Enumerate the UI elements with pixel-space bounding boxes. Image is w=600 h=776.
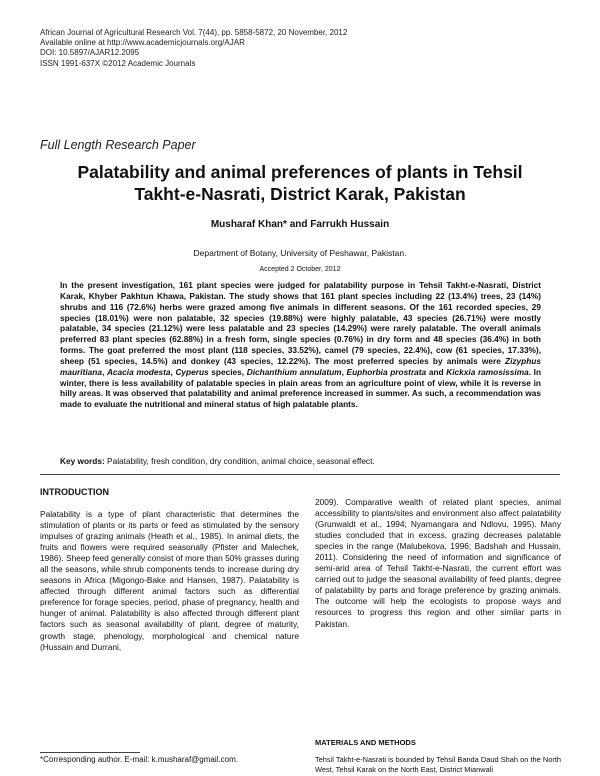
species-name: Acacia modesta (106, 366, 171, 377)
keywords-text: Palatability, fresh condition, dry condition, animal choice, seasonal effect. (107, 456, 375, 466)
species-name: Cyperus (175, 366, 209, 377)
paper-type: Full Length Research Paper (40, 138, 196, 152)
abstract-punct: , (101, 366, 105, 377)
section-divider (40, 474, 560, 475)
methods-heading: MATERIALS AND METHODS (315, 738, 416, 747)
species-name: Dichanthium annulatum (246, 366, 342, 377)
abstract-punct: and (428, 366, 444, 377)
species-name: Zizyphus mauritiana (60, 355, 541, 377)
authors: Musharaf Khan* and Farrukh Hussain (210, 219, 390, 230)
introduction-heading: INTRODUCTION (40, 487, 109, 497)
species-name: Euphorbia prostrata (346, 366, 427, 377)
species-name: Kickxia ramosissima (446, 366, 529, 377)
keywords-label: Key words: (60, 456, 105, 466)
availability-line: Available online at http://www.academicjournals.org/AJAR (40, 38, 245, 48)
journal-citation: African Journal of Agricultural Research Vol. 7(44), pp. 5858-5872, 20 November, 2012 (40, 28, 348, 37)
paper-title (40, 161, 560, 205)
issn-line: ISSN 1991-637X ©2012 Academic Journals (40, 58, 196, 68)
introduction-right-column: 2009). Comparative wealth of related plant species, animal accessibility to plants/sites and environment also affect palatability (Grunwaldt et al., 1994; Nyamangara and Ndlovu, 1995). Many studies concluded that in excess, grazing decreases palatable species in the range (Malubekova, 1996; Badshah and Hussain, 2011). Considering the need of information and significance of semi-arid area of Tehsil Takht-e-Nasrati, the current effort was carried out to judge the seasonal availability of feed plants, degree of palatability by parts and forage preference by grazing animals. The outcome will help the ecologists to propose ways and resources to progress this region and other similar parts in Pakistan. (315, 497, 561, 629)
title-line-1: Palatability and animal preferences of plants in Tehsil (77, 162, 523, 182)
title-line-2: Takht-e-Nasrati, District Karak, Pakistan (134, 184, 466, 204)
abstract-punct: , (170, 366, 173, 377)
abstract-text-2: . In winter, there is less availability of palatable species in plain areas from an agriculture point of view, while it is reverse in hilly areas. It was observed that palatability and animal preference increased in summer. As such, a recommendation was made to evaluate the nutritional and mineral status of high palatable plants. (60, 366, 542, 410)
abstract-punct: , (341, 366, 344, 377)
abstract (60, 280, 541, 410)
journal-header (40, 28, 347, 69)
abstract-punct: species, (211, 366, 245, 377)
introduction-left-column: Palatability is a type of plant characteristic that determines the stimulation of plants or its parts or feed as stimulated by the sensory impulses of grazing animals (Heath et al., 1985). In animal diets, the fruits and flowers were required seasonally (Pfister and Malechek, 1986). Sheep feed generally consist of more than 50% grasses during all the seasons, while shrub components tends to increase during dry seasons in Africa (Migongo-Bake and Hansen, 1987). Palatability is affected through different animal factors such as differential preference for forage species, period, phase of pregnancy, health and hunger of animal. Palatability is also affected through different plant factors such as seasonal availability of plant, degree of maturity, growth stage, phenology, morphological and chemical nature (Hussain and Durrani, (40, 509, 299, 652)
methods-text: Tehsil Takht-e-Nasrati is bounded by Tehsil Banda Daud Shah on the North West, Tehsil Karak on the North East, District Mianwali (315, 755, 561, 774)
affiliation: Department of Botany, University of Peshawar, Pakistan. (193, 248, 407, 258)
corresponding-author-footnote: *Corresponding author. E-mail: k.musharaf@gmail.com. (40, 755, 238, 764)
abstract-text-1: In the present investigation, 161 plant species were judged for palatability purpose in Tehsil Takht-e-Nasrati, District Karak, Khyber Pakhtun Khawa, Pakistan. The study shows that 161 plant species including 22 (13.4%) trees, 23 (14%) shrubs and 116 (72.6%) herbs were grazed among five animals in different seasons. Of the 161 recorded species, 29 species (18.01%) were non palatable, 32 species (19.88%) were highly palatable, 43 species (26.71%) were mostly palatable, 34 species (21.12%) were less palatable and 23 species (14.29%) were rarely palatable. The overall animals preferred 83 plant species (62.88%) in a fresh form, single species (0.76%) in dry form and 48 species (36.4%) in both forms. The goat preferred the most plant (118 species, 33.52%), camel (79 species, 22.4%), cow (61 species, 17.33%), sheep (51 species, 14.5%) and donkey (43 species, 12.22%). The most preferred species by animals were (60, 280, 541, 366)
doi-line: DOI: 10.5897/AJAR12.2095 (40, 48, 140, 58)
accepted-date: Accepted 2 October, 2012 (259, 266, 341, 273)
footnote-divider (40, 752, 140, 753)
keywords (60, 456, 541, 466)
